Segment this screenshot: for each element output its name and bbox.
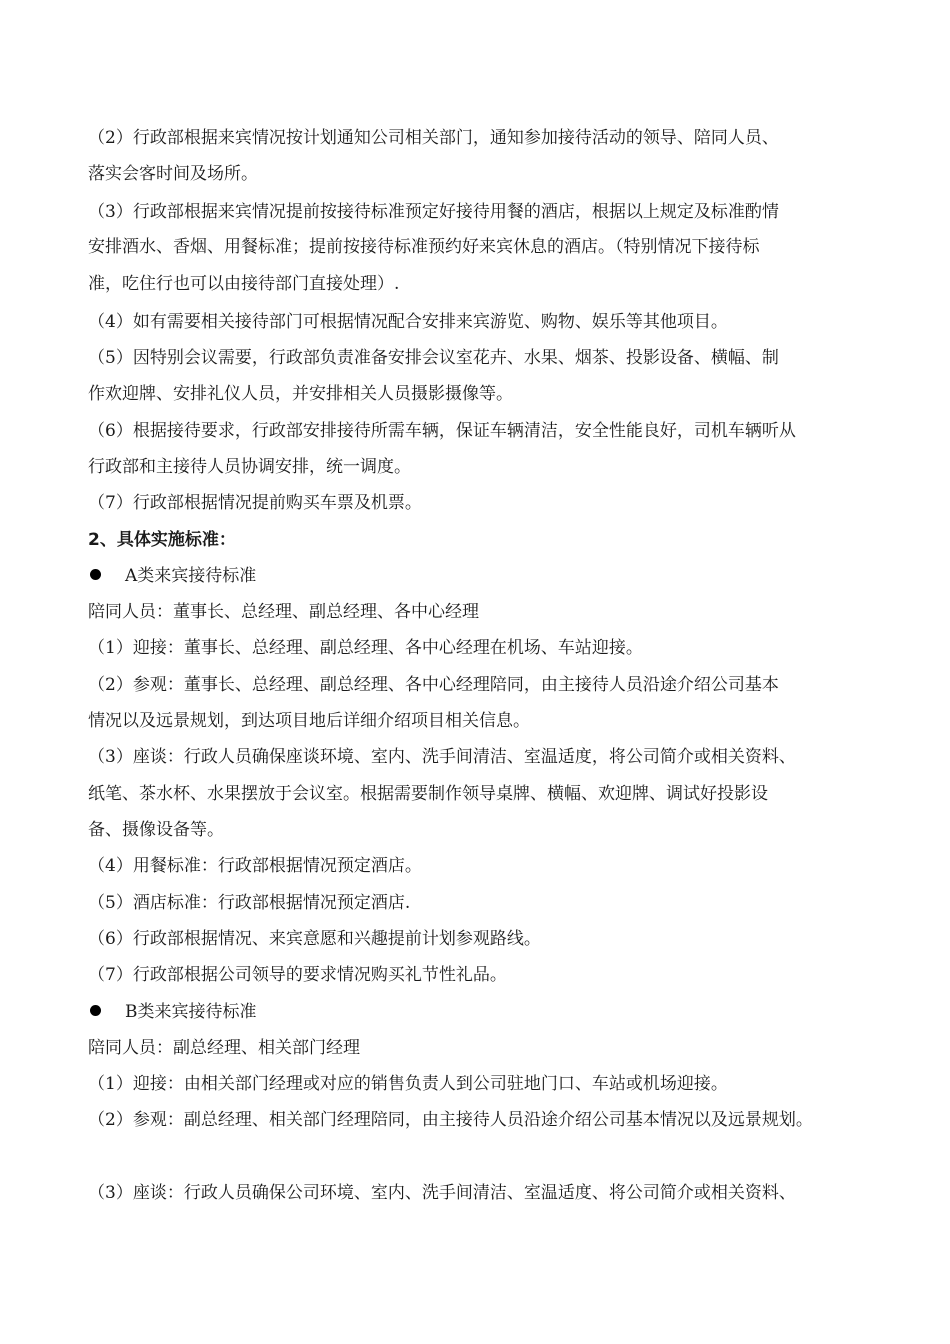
paragraph-line: （2）参观：董事长、总经理、副总经理、各中心经理陪同，由主接待人员沿途介绍公司基本 [88,675,779,695]
paragraph-line: （5）酒店标准：行政部根据情况预定酒店. [88,893,411,913]
paragraph-line: 行政部和主接待人员协调安排，统一调度。 [88,457,411,477]
paragraph-line: 纸笔、茶水杯、水果摆放于会议室。根据需要制作领导桌牌、横幅、欢迎牌、调试好投影设 [88,784,768,804]
bullet-label: B类来宾接待标准 [125,1002,257,1022]
paragraph-line: （2）行政部根据来宾情况按计划通知公司相关部门，通知参加接待活动的领导、陪同人员、 [88,128,779,148]
paragraph-line: （5）因特别会议需要，行政部负责准备安排会议室花卉、水果、烟茶、投影设备、横幅、制 [88,348,779,368]
paragraph-line: 陪同人员：副总经理、相关部门经理 [88,1038,360,1058]
paragraph-line: 作欢迎牌、安排礼仪人员，并安排相关人员摄影摄像等。 [88,384,513,404]
paragraph-line: （6）根据接待要求，行政部安排接待所需车辆，保证车辆清洁，安全性能良好，司机车辆听从 [88,421,796,441]
paragraph-line: （1）迎接：由相关部门经理或对应的销售负责人到公司驻地门口、车站或机场迎接。 [88,1074,728,1094]
paragraph-line: （4）用餐标准：行政部根据情况预定酒店。 [88,856,422,876]
paragraph-line: （7）行政部根据情况提前购买车票及机票。 [88,493,422,513]
paragraph-line: 陪同人员：董事长、总经理、副总经理、各中心经理 [88,602,479,622]
bullet-icon [90,1005,101,1016]
paragraph-line: 安排酒水、香烟、用餐标准；提前按接待标准预约好来宾休息的酒店。（特别情况下接待标 [88,237,760,257]
paragraph-line: （2）参观：副总经理、相关部门经理陪同，由主接待人员沿途介绍公司基本情况以及远景规划。 [88,1110,813,1130]
paragraph-line: （1）迎接：董事长、总经理、副总经理、各中心经理在机场、车站迎接。 [88,638,643,658]
paragraph-line: （3）座谈：行政人员确保座谈环境、室内、洗手间清洁、室温适度，将公司简介或相关资料、 [88,747,796,767]
bullet-item [90,1001,257,1023]
paragraph-line: （4）如有需要相关接待部门可根据情况配合安排来宾游览、购物、娱乐等其他项目。 [88,312,728,332]
paragraph-line: （6）行政部根据情况、来宾意愿和兴趣提前计划参观路线。 [88,929,541,949]
bullet-item [90,565,256,587]
paragraph-line: （3）行政部根据来宾情况提前按接待标准预定好接待用餐的酒店，根据以上规定及标准酌情 [88,202,779,222]
bullet-label: A类来宾接待标准 [125,566,257,586]
paragraph-line: 准，吃住行也可以由接待部门直接处理）. [88,274,400,294]
paragraph-line: （7）行政部根据公司领导的要求情况购买礼节性礼品。 [88,965,507,985]
paragraph-line: 情况以及远景规划，到达项目地后详细介绍项目相关信息。 [88,711,530,731]
bullet-icon [90,569,101,580]
section-heading: 2、具体实施标准： [88,530,236,550]
paragraph-line: 备、摄像设备等。 [88,820,224,840]
paragraph-line: （3）座谈：行政人员确保公司环境、室内、洗手间清洁、室温适度、将公司简介或相关资料、 [88,1183,796,1203]
paragraph-line: 落实会客时间及场所。 [88,164,258,184]
